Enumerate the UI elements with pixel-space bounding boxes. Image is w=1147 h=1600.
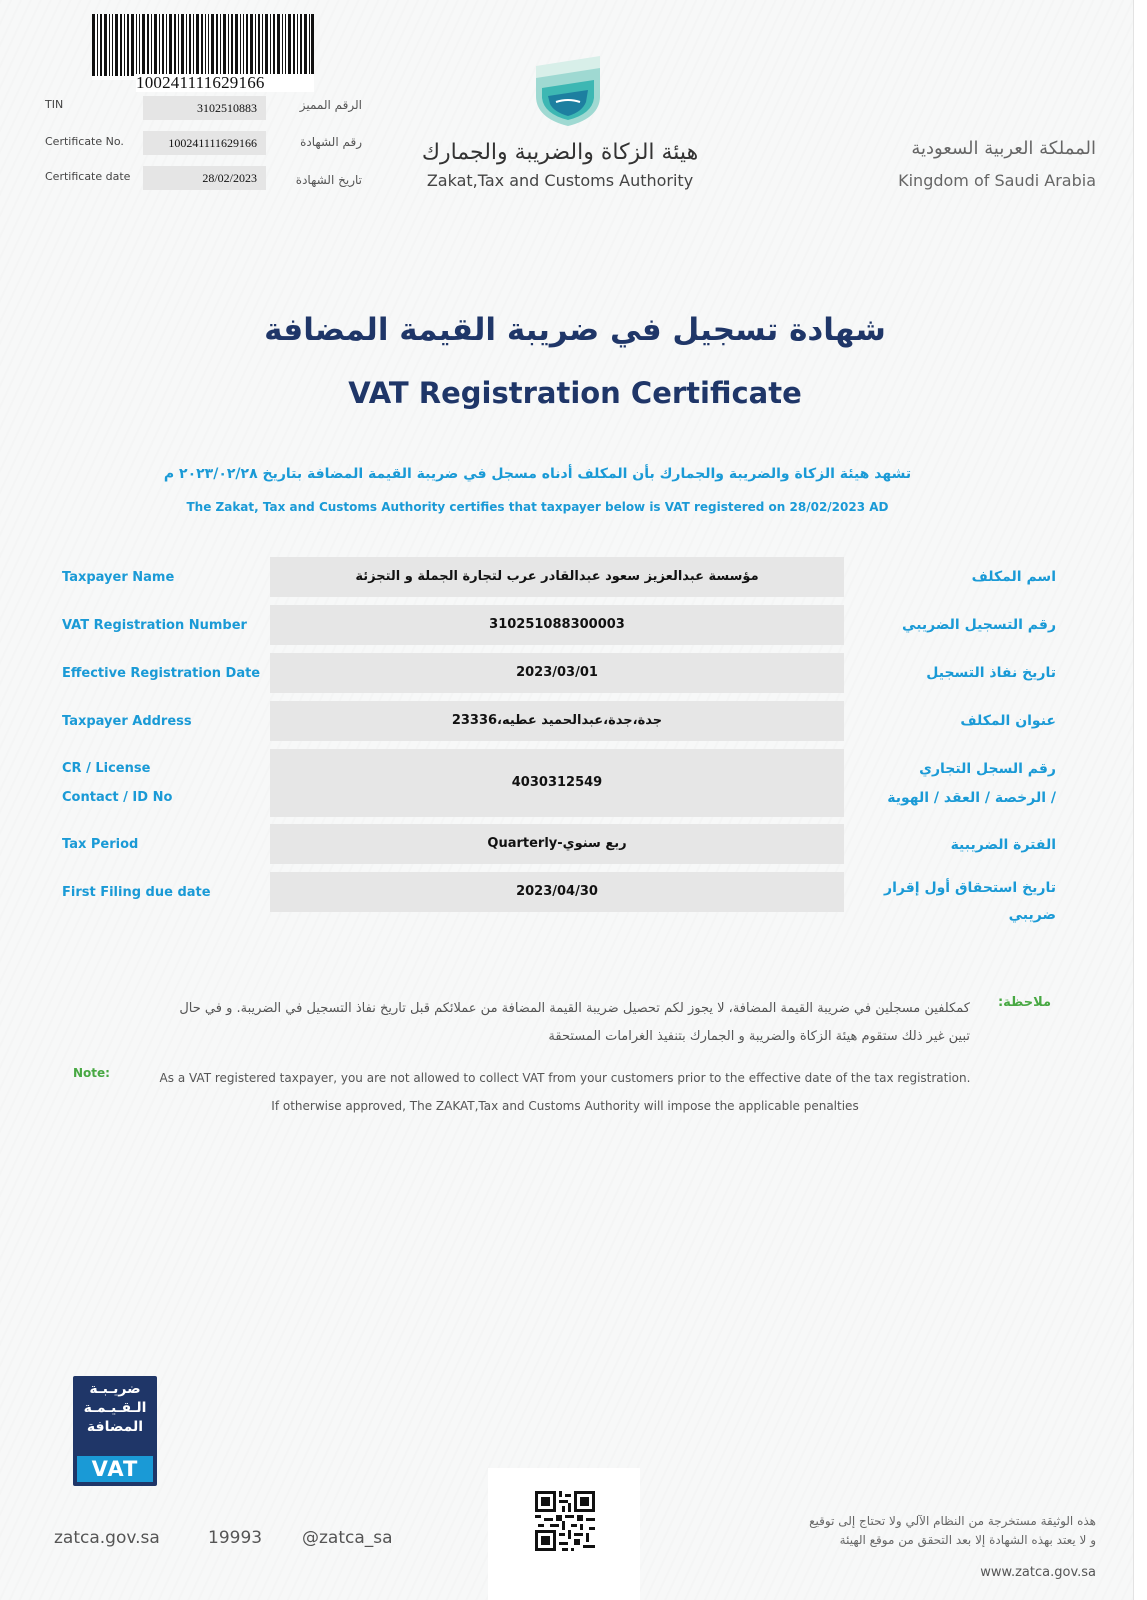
certificate-no-label-ar: رقم الشهادة [300, 135, 362, 149]
tin-value: 3102510883 [143, 96, 266, 120]
vat-logo-line1: ضريـبـة [89, 1381, 141, 1397]
certificate-date-value: 28/02/2023 [143, 166, 266, 190]
tax-period-value: Quarterly-ربع سنوي [270, 824, 844, 864]
effective-date-value: 2023/03/01 [270, 653, 844, 693]
barcode-bars [92, 14, 314, 76]
cr-license-label-ar: رقم السجل التجاري [919, 761, 1056, 777]
certifies-statement-ar: تشهد هيئة الزكاة والضريبة والجمارك بأن المكلف أدناه مسجل في ضريبة القيمة المضافة بتاريخ ٢٠٢٣/٠٢/٢٨ م [163, 466, 912, 482]
footer-handle: @zatca_sa [302, 1528, 393, 1548]
vat-logo-text [73, 1380, 157, 1437]
taxpayer-name-label: Taxpayer Name [62, 570, 175, 585]
taxpayer-name-label-ar: اسم المكلف [971, 569, 1056, 585]
vat-logo [73, 1376, 157, 1486]
vat-logo-badge: VAT [77, 1456, 153, 1482]
taxpayer-address-label-ar: عنوان المكلف [960, 713, 1056, 729]
note-label-ar: ملاحظة: [997, 995, 1051, 1010]
qr-code-panel [488, 1468, 640, 1600]
vat-number-label-ar: رقم التسجيل الضريبي [902, 617, 1056, 633]
certificate-date-label-ar: تاريخ الشهادة [295, 173, 362, 187]
cr-license-label: CR / License [62, 761, 151, 776]
first-filing-value: 2023/04/30 [270, 872, 844, 912]
page-edge [1133, 0, 1147, 1600]
first-filing-label-ar-2: ضريبي [1008, 907, 1056, 923]
taxpayer-address-label: Taxpayer Address [62, 714, 192, 729]
taxpayer-name-value: مؤسسة عبدالعزيز سعود عبدالقادر عرب لتجارة الجملة و التجزئة [270, 557, 844, 597]
cr-license-value: 4030312549 [270, 749, 844, 817]
footer-website: zatca.gov.sa [54, 1528, 160, 1548]
certificate-no-value: 100241111629166 [143, 131, 266, 155]
certificate-no-label: Certificate No. [45, 135, 124, 148]
title-ar: شهادة تسجيل في ضريبة القيمة المضافة [264, 312, 886, 348]
effective-date-label: Effective Registration Date [62, 666, 261, 681]
footer-disclaimer-line2: و لا يعتد بهذه الشهادة إلا بعد التحقق من موقع الهيئة [839, 1533, 1096, 1547]
qr-code [535, 1491, 595, 1551]
certificate-date-label: Certificate date [45, 170, 131, 183]
effective-date-label-ar: تاريخ نفاذ التسجيل [926, 665, 1056, 681]
contact-id-label: Contact / ID No [62, 790, 173, 805]
barcode-number: 100241111629166 [136, 74, 314, 92]
note-text-ar: كمكلفين مسجلين في ضريبة القيمة المضافة، لا يجوز لكم تحصيل ضريبة القيمة المضافة من عملائكم قبل تاريخ نفاذ التسجيل في الضريبة. و في حال تبين غير ذلك ستقوم هيئة الزكاة والضريبة و الجمارك بتنفيذ الغرامات المستحقة [179, 1001, 970, 1044]
tin-label: TIN [45, 98, 64, 111]
kingdom-name-ar: المملكة العربية السعودية [911, 138, 1096, 159]
note-text-en: As a VAT registered taxpayer, you are not allowed to collect VAT from your customers prior to the effective date of the tax registration. If otherwise approved, The ZAKAT,Tax and Customs Authority will impose the applicable penalties [159, 1071, 971, 1113]
barcode [92, 14, 314, 92]
tin-label-ar: الرقم المميز [299, 98, 362, 112]
taxpayer-address-value: جدة،جدة،عبدالحميد عطيه،23336 [270, 701, 844, 741]
vat-number-value: 310251088300003 [270, 605, 844, 645]
first-filing-label: First Filing due date [62, 885, 211, 900]
vat-number-label: VAT Registration Number [62, 618, 247, 633]
footer-disclaimer-line1: هذه الوثيقة مستخرجة من النظام الآلي ولا تحتاج إلى توقيع [809, 1514, 1096, 1528]
vat-logo-line2: الـقـيـمـة [83, 1400, 147, 1416]
kingdom-name-en: Kingdom of Saudi Arabia [898, 171, 1096, 190]
title-en: VAT Registration Certificate [348, 376, 802, 410]
certifies-statement-en: The Zakat, Tax and Customs Authority certifies that taxpayer below is VAT registered on 28/02/2023 AD [186, 500, 889, 514]
zatca-logo [528, 48, 608, 128]
footer-disclaimer [700, 1512, 1096, 1550]
vat-logo-line3: المضافة [86, 1419, 144, 1435]
first-filing-label-ar: تاريخ استحقاق أول إقرار [884, 880, 1056, 896]
authority-name-ar: هيئة الزكاة والضريبة والجمارك [421, 140, 699, 165]
note-label-en: Note: [73, 1066, 110, 1080]
contact-id-label-ar: / الرخصة / العقد / الهوية [887, 790, 1056, 806]
authority-name-en: Zakat,Tax and Customs Authority [426, 171, 694, 190]
footer-site-url: www.zatca.gov.sa [980, 1565, 1096, 1580]
tax-period-label: Tax Period [62, 837, 139, 852]
footer-phone: 19993 [208, 1528, 263, 1548]
tax-period-label-ar: الفترة الضريبية [950, 837, 1056, 853]
